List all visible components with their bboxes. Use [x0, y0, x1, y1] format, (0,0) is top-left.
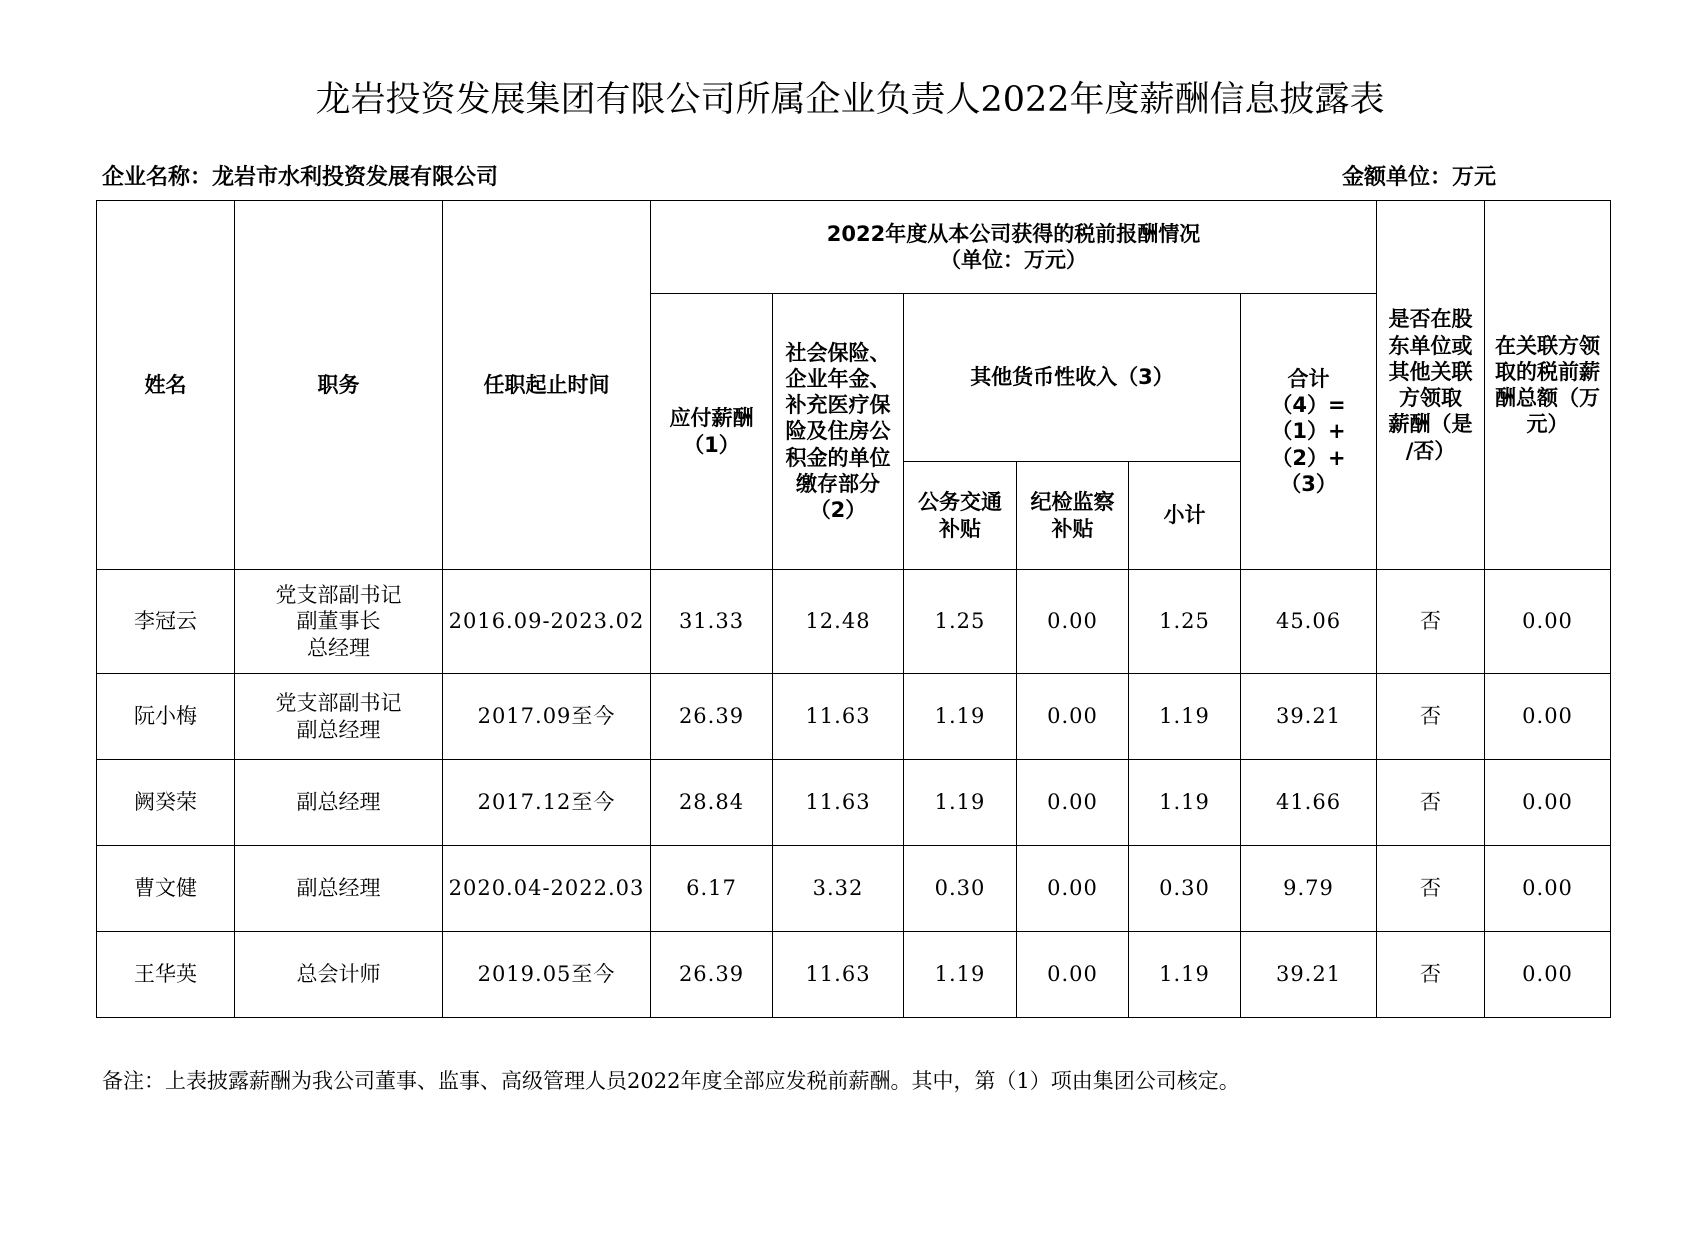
header-related-party: 是否在股 东单位或 其他关联 方领取 薪酬（是 /否）	[1377, 201, 1485, 570]
cell-salary: 26.39	[651, 932, 773, 1018]
cell-name: 阙癸荣	[97, 760, 235, 846]
header-other-income: 其他货币性收入（3）	[904, 294, 1241, 462]
salary-table	[96, 200, 1611, 1018]
header-related-amount: 在关联方领 取的税前薪 酬总额（万 元）	[1485, 201, 1611, 570]
cell-position: 副总经理	[235, 846, 443, 932]
cell-total: 9.79	[1241, 846, 1377, 932]
cell-salary: 26.39	[651, 674, 773, 760]
table-row	[97, 932, 1611, 1018]
cell-position: 副总经理	[235, 760, 443, 846]
cell-tenure: 2017.09至今	[443, 674, 651, 760]
header-name: 姓名	[97, 201, 235, 570]
page-title: 龙岩投资发展集团有限公司所属企业负责人2022年度薪酬信息披露表	[315, 80, 1385, 120]
cell-name: 王华英	[97, 932, 235, 1018]
cell-transport: 0.30	[904, 846, 1017, 932]
cell-name: 曹文健	[97, 846, 235, 932]
header-transport: 公务交通 补贴	[904, 462, 1017, 570]
cell-total: 39.21	[1241, 932, 1377, 1018]
cell-subtotal: 1.19	[1129, 674, 1241, 760]
cell-related: 否	[1377, 932, 1485, 1018]
cell-tenure: 2017.12至今	[443, 760, 651, 846]
cell-total: 41.66	[1241, 760, 1377, 846]
cell-tenure: 2020.04-2022.03	[443, 846, 651, 932]
header-tenure: 任职起止时间	[443, 201, 651, 570]
cell-insurance: 12.48	[773, 570, 904, 674]
table-row	[97, 846, 1611, 932]
cell-salary: 31.33	[651, 570, 773, 674]
cell-related-amount: 0.00	[1485, 846, 1611, 932]
cell-tenure: 2019.05至今	[443, 932, 651, 1018]
cell-total: 39.21	[1241, 674, 1377, 760]
cell-transport: 1.19	[904, 932, 1017, 1018]
cell-insurance: 11.63	[773, 932, 904, 1018]
cell-related-amount: 0.00	[1485, 760, 1611, 846]
cell-transport: 1.19	[904, 674, 1017, 760]
cell-discipline: 0.00	[1017, 674, 1129, 760]
cell-name: 李冠云	[97, 570, 235, 674]
cell-discipline: 0.00	[1017, 760, 1129, 846]
cell-related-amount: 0.00	[1485, 570, 1611, 674]
cell-insurance: 11.63	[773, 760, 904, 846]
cell-discipline: 0.00	[1017, 932, 1129, 1018]
table-row	[97, 674, 1611, 760]
header-discipline: 纪检监察 补贴	[1017, 462, 1129, 570]
cell-salary: 6.17	[651, 846, 773, 932]
header-insurance: 社会保险、 企业年金、 补充医疗保 险及住房公 积金的单位 缴存部分 （2）	[773, 294, 904, 570]
cell-subtotal: 0.30	[1129, 846, 1241, 932]
cell-transport: 1.25	[904, 570, 1017, 674]
cell-tenure: 2016.09-2023.02	[443, 570, 651, 674]
cell-related: 否	[1377, 760, 1485, 846]
header-position: 职务	[235, 201, 443, 570]
cell-position: 党支部副书记 副董事长 总经理	[235, 570, 443, 674]
header-salary: 应付薪酬 （1）	[651, 294, 773, 570]
cell-subtotal: 1.19	[1129, 932, 1241, 1018]
cell-salary: 28.84	[651, 760, 773, 846]
amount-unit: 金额单位：万元	[1342, 165, 1497, 190]
cell-discipline: 0.00	[1017, 570, 1129, 674]
cell-position: 党支部副书记 副总经理	[235, 674, 443, 760]
cell-related-amount: 0.00	[1485, 674, 1611, 760]
cell-discipline: 0.00	[1017, 846, 1129, 932]
cell-related: 否	[1377, 570, 1485, 674]
table-row	[97, 760, 1611, 846]
cell-subtotal: 1.19	[1129, 760, 1241, 846]
cell-related: 否	[1377, 674, 1485, 760]
footnote: 备注：上表披露薪酬为我公司董事、监事、高级管理人员2022年度全部应发税前薪酬。其中，第（1）项由集团公司核定。	[102, 1069, 1240, 1093]
company-name: 企业名称：龙岩市水利投资发展有限公司	[102, 165, 499, 190]
table-row	[97, 570, 1611, 674]
cell-transport: 1.19	[904, 760, 1017, 846]
cell-related-amount: 0.00	[1485, 932, 1611, 1018]
header-total: 合计 （4）= （1）+ （2）+ （3）	[1241, 294, 1377, 570]
header-subtotal: 小计	[1129, 462, 1241, 570]
cell-position: 总会计师	[235, 932, 443, 1018]
cell-total: 45.06	[1241, 570, 1377, 674]
header-compensation-group: 2022年度从本公司获得的税前报酬情况 （单位：万元）	[651, 201, 1377, 294]
cell-name: 阮小梅	[97, 674, 235, 760]
cell-insurance: 3.32	[773, 846, 904, 932]
cell-subtotal: 1.25	[1129, 570, 1241, 674]
cell-related: 否	[1377, 846, 1485, 932]
cell-insurance: 11.63	[773, 674, 904, 760]
